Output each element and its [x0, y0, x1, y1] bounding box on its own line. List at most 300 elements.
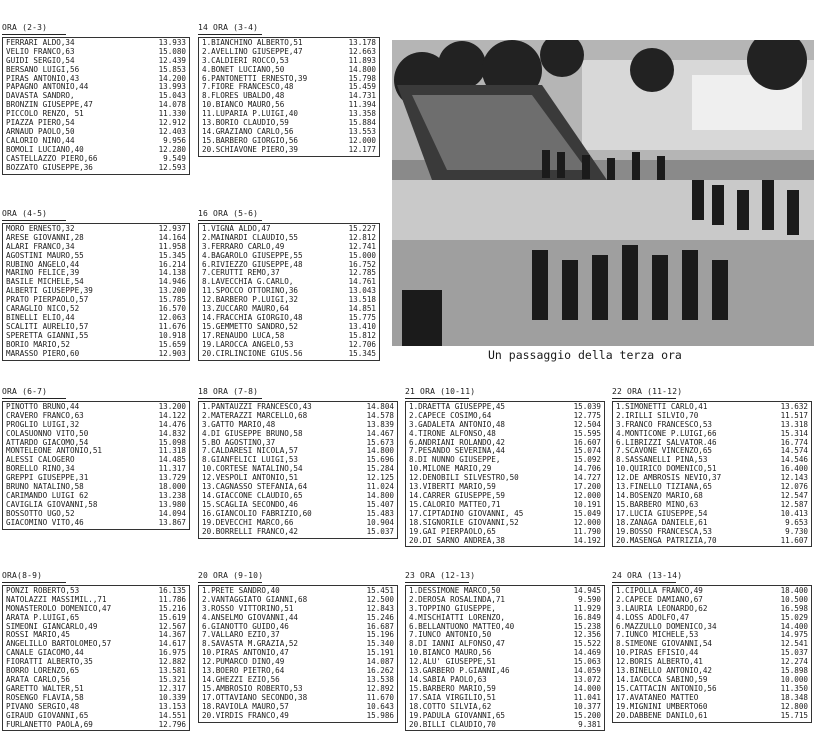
distance-value: 14.467 [366, 429, 394, 438]
result-row [6, 631, 186, 640]
results-list [198, 37, 380, 157]
result-row [409, 483, 601, 492]
result-row [616, 712, 808, 721]
distance-value: 15.074 [573, 447, 601, 456]
runner-name: 14.GHEZZI EZIO,56 [202, 675, 280, 684]
runner-name: 2.CAPECE DAMIANO,67 [616, 595, 703, 604]
distance-value: 12.812 [348, 233, 376, 242]
runner-name: 20.DABBENE DANILO,61 [616, 711, 708, 720]
distance-value: 9.381 [578, 720, 601, 729]
result-row [616, 421, 808, 430]
runner-name: 12.BARBERO P.LUIGI,32 [202, 296, 299, 305]
distance-value: 13.153 [158, 702, 186, 711]
runner-name: 3.FERRARO CARLO,49 [202, 242, 285, 251]
runner-name: 3.FRANCO FRANCESCO,53 [616, 420, 713, 429]
runner-name: CAVIGLIA GIOVANNI,58 [6, 500, 98, 509]
runner-name: 8.GIANFELICI LUIGI,53 [202, 456, 299, 465]
result-row [202, 492, 394, 501]
runner-name: 7.IUNCO ANTONIO,50 [409, 631, 492, 640]
runner-name: 6.ANDRIANI ROLANDO,42 [409, 438, 506, 447]
result-row [202, 430, 394, 439]
runner-name: BOMOLI LUCIANO,40 [6, 145, 84, 154]
runner-name: PAPAGNO ANTONIO,44 [6, 83, 89, 92]
runner-name: 7.VALLARO EZIO,37 [202, 631, 280, 640]
header-underline [2, 220, 66, 221]
distance-value: 12.125 [366, 474, 394, 483]
result-row [6, 287, 186, 296]
runner-name: MARASSO PIERO,60 [6, 349, 80, 358]
distance-value: 16.570 [158, 305, 186, 314]
distance-value: 13.200 [158, 287, 186, 296]
runner-name: SPERETTA GIANNI,55 [6, 331, 89, 340]
distance-value: 13.980 [158, 500, 186, 509]
result-row [409, 403, 601, 412]
distance-value: 14.164 [158, 233, 186, 242]
result-row [202, 296, 376, 305]
distance-value: 14.087 [366, 658, 394, 667]
result-row [202, 350, 376, 359]
runner-name: 6.RIVIEZZO GIUSEPPE,48 [202, 260, 303, 269]
runner-name: 7.PESANDO SEVERINA,44 [409, 447, 506, 456]
distance-value: 14.731 [348, 92, 376, 101]
result-row [409, 649, 601, 658]
block-header: 18 ORA (7-8) [198, 387, 259, 396]
distance-value: 15.659 [158, 340, 186, 349]
runner-name: GIRAUD GIOVANNI,65 [6, 711, 89, 720]
result-row [616, 412, 808, 421]
runner-name: 13.BINELLO ANTONIO,42 [616, 667, 713, 676]
result-row [6, 474, 186, 483]
distance-value: 10.904 [366, 518, 394, 527]
result-row [409, 623, 601, 632]
result-row [616, 492, 808, 501]
runner-name: 16.GIANCOLIO FABRIZIO,60 [202, 509, 312, 518]
results-list [405, 585, 605, 732]
result-row [409, 712, 601, 721]
result-row [409, 501, 601, 510]
distance-value: 16.687 [366, 622, 394, 631]
result-row [202, 587, 394, 596]
block-header: 16 ORA (5-6) [198, 209, 259, 218]
result-row [202, 510, 394, 519]
runner-name: 7.FIORE FRANCESCO,48 [202, 83, 294, 92]
distance-value: 15.812 [348, 331, 376, 340]
result-row [6, 314, 186, 323]
result-row [6, 39, 186, 48]
result-row [6, 323, 186, 332]
result-row [202, 447, 394, 456]
result-row [6, 83, 186, 92]
distance-value: 14.485 [158, 456, 186, 465]
block-header: ORA(8-9) [2, 571, 43, 580]
results-block-hour-17 [2, 388, 190, 530]
runner-name: MARINO FELICE,39 [6, 269, 80, 278]
distance-value: 13.839 [366, 420, 394, 429]
result-row [6, 483, 186, 492]
results-list [612, 401, 812, 548]
result-row [409, 703, 601, 712]
distance-value: 14.367 [158, 631, 186, 640]
result-row [6, 649, 186, 658]
distance-value: 15.080 [158, 47, 186, 56]
runner-name: 12.DENOBILI SILVESTRO,50 [409, 474, 519, 483]
distance-value: 12.541 [780, 640, 808, 649]
runner-name: PIAZZA PIERO,54 [6, 119, 75, 128]
distance-value: 15.345 [158, 251, 186, 260]
distance-value: 18.000 [158, 483, 186, 492]
runner-name: 6.BELLANTUONO MATTEO,40 [409, 622, 515, 631]
result-row [409, 631, 601, 640]
result-row [409, 658, 601, 667]
distance-value: 12.356 [573, 631, 601, 640]
block-header: 14 ORA (3-4) [198, 23, 259, 32]
result-row [6, 146, 186, 155]
result-row [202, 456, 394, 465]
runner-name: 8.SASSANELLI PINA,53 [616, 456, 708, 465]
distance-value: 15.798 [348, 74, 376, 83]
distance-value: 13.867 [158, 518, 186, 527]
runner-name: ROSENGO FLAVIA,58 [6, 693, 84, 702]
runner-name: ANGELILLO BARTOLOMEO,57 [6, 640, 112, 649]
runner-name: MORO ERNESTO,32 [6, 224, 75, 233]
runner-name: MONTELEONE ANTONIO,51 [6, 447, 103, 456]
distance-value: 13.581 [158, 667, 186, 676]
result-row [6, 252, 186, 261]
result-row [202, 519, 394, 528]
results-block-hour-24 [612, 572, 812, 723]
result-row [202, 631, 394, 640]
result-row [202, 75, 376, 84]
distance-value: 14.078 [158, 101, 186, 110]
runner-name: CANALE GIACOMO,44 [6, 649, 84, 658]
distance-value: 15.522 [573, 640, 601, 649]
distance-value: 11.670 [366, 693, 394, 702]
result-row [616, 605, 808, 614]
distance-value: 10.000 [780, 675, 808, 684]
distance-value: 15.451 [366, 586, 394, 595]
runner-name: FERRARI ALDO,34 [6, 38, 75, 47]
runner-name: GREPPI GIUSEPPE,31 [6, 474, 89, 483]
distance-value: 14.727 [573, 474, 601, 483]
runner-name: 17.OTTAVIANO SECONDO,38 [202, 693, 308, 702]
distance-value: 13.410 [348, 322, 376, 331]
distance-value: 12.706 [348, 340, 376, 349]
distance-value: 15.619 [158, 613, 186, 622]
distance-value: 12.000 [348, 136, 376, 145]
distance-value: 14.617 [158, 640, 186, 649]
distance-value: 12.775 [573, 411, 601, 420]
result-row [6, 685, 186, 694]
runner-name: 4.LOSS ADOLFO,47 [616, 613, 690, 622]
runner-name: 3.GADALETA ANTONIO,48 [409, 420, 506, 429]
result-row [202, 66, 376, 75]
result-row [6, 278, 186, 287]
result-row [6, 332, 186, 341]
results-list [405, 401, 605, 548]
block-header: 23 ORA (12-13) [405, 571, 476, 580]
runner-name: ROSSI MARIO,45 [6, 631, 71, 640]
distance-value: 12.504 [573, 420, 601, 429]
runner-name: 4.ANSELMO GIOVANNI,44 [202, 613, 299, 622]
header-underline [2, 582, 66, 583]
runner-name: 20.DI SARNO ANDREA,38 [409, 536, 506, 545]
runner-name: 20.SCHIAVONE PIERO,39 [202, 145, 299, 154]
distance-value: 12.500 [366, 595, 394, 604]
runner-name: 10.MILONE MARIO,29 [409, 465, 492, 474]
result-row [202, 667, 394, 676]
results-block-hour-19 [2, 572, 190, 731]
runner-name: 3.TOPPINO GIUSEPPE, [409, 604, 496, 613]
results-block-hour-16 [198, 210, 380, 361]
runner-name: 11.SPOCCO OTTORINO,36 [202, 287, 299, 296]
runner-name: 15.SCAGLIA SECONDO,46 [202, 500, 299, 509]
distance-value: 14.122 [158, 411, 186, 420]
distance-value: 14.551 [158, 711, 186, 720]
result-row [202, 119, 376, 128]
distance-value: 12.000 [573, 491, 601, 500]
distance-value: 10.643 [366, 702, 394, 711]
result-row [409, 465, 601, 474]
distance-value: 13.553 [348, 127, 376, 136]
distance-value: 9.549 [163, 154, 186, 163]
runner-name: FIORATTI ALBERTO,35 [6, 658, 93, 667]
distance-value: 13.043 [348, 287, 376, 296]
runner-name: 14.CARRER GIUSEPPE,59 [409, 491, 506, 500]
distance-value: 14.546 [780, 456, 808, 465]
result-row [202, 110, 376, 119]
result-row [202, 261, 376, 270]
distance-value: 9.730 [785, 527, 808, 536]
results-list [2, 37, 190, 175]
result-row [6, 703, 186, 712]
runner-name: 15.BARBERO GIORGIO,56 [202, 136, 299, 145]
result-row [6, 519, 186, 528]
runner-name: 12.VESPOLI ANTONIO,51 [202, 474, 299, 483]
result-row [409, 676, 601, 685]
result-row [202, 501, 394, 510]
result-row [6, 261, 186, 270]
distance-value: 13.072 [573, 675, 601, 684]
distance-value: 12.892 [366, 684, 394, 693]
result-row [202, 465, 394, 474]
distance-value: 14.000 [573, 684, 601, 693]
result-row [202, 252, 376, 261]
runner-name: ALARI FRANCO,34 [6, 242, 75, 251]
runner-name: 14.FRACCHIA GIORGIO,48 [202, 313, 303, 322]
result-row [616, 685, 808, 694]
result-row [616, 640, 808, 649]
runner-name: 15.AMBROSIO ROBERTO,53 [202, 684, 303, 693]
results-list [2, 585, 190, 732]
distance-value: 14.800 [366, 491, 394, 500]
result-row [6, 596, 186, 605]
distance-value: 14.400 [780, 622, 808, 631]
distance-value: 12.567 [158, 622, 186, 631]
result-row [6, 640, 186, 649]
block-header: 21 ORA (10-11) [405, 387, 476, 396]
result-row [202, 269, 376, 278]
distance-value: 14.800 [348, 65, 376, 74]
distance-value: 11.517 [780, 411, 808, 420]
result-row [6, 447, 186, 456]
distance-value: 15.595 [573, 429, 601, 438]
header-underline [2, 398, 66, 399]
runner-name: 1.BIANCHINO ALBERTO,51 [202, 38, 303, 47]
runner-name: CASTELLAZZO PIERO,66 [6, 154, 98, 163]
runner-name: MONASTEROLO DOMENICO,47 [6, 604, 112, 613]
result-row [6, 110, 186, 119]
distance-value: 16.400 [780, 465, 808, 474]
runner-name: 12.PUMARCO DINO,49 [202, 658, 285, 667]
distance-value: 16.135 [158, 586, 186, 595]
distance-value: 13.993 [158, 83, 186, 92]
distance-value: 15.483 [366, 509, 394, 518]
result-row [6, 269, 186, 278]
result-row [616, 703, 808, 712]
distance-value: 15.459 [348, 83, 376, 92]
result-row [6, 92, 186, 101]
runner-name: 6.GIANOTTO GUIDO,46 [202, 622, 289, 631]
distance-value: 15.673 [366, 438, 394, 447]
result-row [6, 614, 186, 623]
runner-name: CALORIO NINO,44 [6, 136, 75, 145]
results-list [198, 401, 398, 539]
result-row [202, 146, 376, 155]
runner-name: ARNAUD PAOLO,50 [6, 127, 75, 136]
result-row [409, 640, 601, 649]
result-row [6, 350, 186, 359]
runner-name: 19.PADULA GIOVANNI,65 [409, 711, 506, 720]
result-row [409, 537, 601, 546]
result-row [616, 430, 808, 439]
result-row [6, 456, 186, 465]
runner-name: SCALITI AURELIO,57 [6, 322, 89, 331]
distance-value: 10.339 [158, 693, 186, 702]
distance-value: 12.903 [158, 349, 186, 358]
runner-name: GUIDI SERGIO,54 [6, 56, 75, 65]
distance-value: 14.476 [158, 420, 186, 429]
distance-value: 16.607 [573, 438, 601, 447]
distance-value: 15.227 [348, 224, 376, 233]
distance-value: 12.912 [158, 119, 186, 128]
distance-value: 16.598 [780, 604, 808, 613]
runner-name: 1.DESSIMONE MARCO,50 [409, 586, 501, 595]
result-row [202, 439, 394, 448]
result-row [202, 703, 394, 712]
result-row [616, 501, 808, 510]
result-row [202, 243, 376, 252]
distance-value: 15.284 [366, 465, 394, 474]
distance-value: 16.774 [780, 438, 808, 447]
result-row [202, 57, 376, 66]
block-header: 20 ORA (9-10) [198, 571, 264, 580]
distance-value: 15.696 [366, 456, 394, 465]
runner-name: 10.CORTESE NATALINO,54 [202, 465, 303, 474]
runner-name: 13.GARBERO P.GIANNI,46 [409, 667, 510, 676]
result-row [616, 447, 808, 456]
result-row [202, 474, 394, 483]
runner-name: 18.RAVIOLA MAURO,57 [202, 702, 289, 711]
runner-name: 2.IRILLI SILVIO,70 [616, 411, 699, 420]
distance-value: 10.191 [573, 500, 601, 509]
result-row [6, 605, 186, 614]
runner-name: 14.SABIA PAOLO,63 [409, 675, 487, 684]
runner-name: 7.IUNCO MICHELE,53 [616, 631, 699, 640]
runner-name: 13.BORIO CLAUDIO,59 [202, 119, 289, 128]
distance-value: 16.849 [573, 613, 601, 622]
result-row [409, 439, 601, 448]
runner-name: SIMEONI GIANCARLO,49 [6, 622, 98, 631]
runner-name: 20.MASENGA PATRIZIA,70 [616, 536, 717, 545]
results-list [2, 223, 190, 361]
distance-value: 11.790 [573, 527, 601, 536]
runner-name: BOZZATO GIUSEPPE,36 [6, 163, 93, 172]
result-row [6, 341, 186, 350]
block-header: ORA (4-5) [2, 209, 48, 218]
results-block-hour-20 [198, 572, 398, 723]
runner-name: 11.LUPARIA P.LUIGI,40 [202, 110, 299, 119]
result-row [409, 685, 601, 694]
runner-name: CRAVERO FRANCO,63 [6, 411, 84, 420]
result-row [6, 667, 186, 676]
result-row [6, 421, 186, 430]
result-row [202, 614, 394, 623]
distance-value: 14.094 [158, 509, 186, 518]
result-row [202, 101, 376, 110]
results-block-hour-14 [198, 24, 380, 157]
runner-name: 18.SIGNORILE GIOVANNI,52 [409, 518, 519, 527]
runner-name: 10.BIANCO MAURO,56 [202, 101, 285, 110]
runner-name: 6.PANTONETTI ERNESTO,39 [202, 74, 308, 83]
distance-value: 11.607 [780, 536, 808, 545]
runner-name: PIRAS ANTONIO,43 [6, 74, 80, 83]
result-row [202, 332, 376, 341]
runner-name: 19.DEVECCHI MARCO,66 [202, 518, 294, 527]
result-row [6, 305, 186, 314]
distance-value: 12.593 [158, 163, 186, 172]
result-row [6, 501, 186, 510]
runner-name: 2.VANTAGGIATO GIANNI,68 [202, 595, 308, 604]
result-row [616, 456, 808, 465]
distance-value: 12.143 [780, 474, 808, 483]
distance-value: 11.317 [158, 465, 186, 474]
distance-value: 11.929 [573, 604, 601, 613]
runner-name: 8.FLORES UBALDO,48 [202, 92, 285, 101]
result-row [616, 465, 808, 474]
result-row [6, 75, 186, 84]
distance-value: 10.918 [158, 331, 186, 340]
runner-name: PIVANO SERGIO,48 [6, 702, 80, 711]
runner-name: ALESSI CALOGERO [6, 456, 75, 465]
header-underline [612, 398, 676, 399]
result-row [409, 605, 601, 614]
result-row [202, 658, 394, 667]
runner-name: 14.GIACCONE CLAUDIO,65 [202, 491, 303, 500]
result-row [6, 587, 186, 596]
distance-value: 16.752 [348, 260, 376, 269]
runner-name: 10.PIRAS ANTONIO,47 [202, 649, 289, 658]
distance-value: 12.280 [158, 145, 186, 154]
result-row [202, 712, 394, 721]
runner-name: 4.MONTICONE P.LUIGI,66 [616, 429, 717, 438]
result-row [202, 314, 376, 323]
distance-value: 15.898 [780, 667, 808, 676]
runner-name: 10.QUIRICO DOMENICO,51 [616, 465, 717, 474]
distance-value: 15.191 [366, 649, 394, 658]
result-row [409, 694, 601, 703]
runner-name: 4.BONET LUCIANO,50 [202, 65, 285, 74]
result-row [202, 83, 376, 92]
